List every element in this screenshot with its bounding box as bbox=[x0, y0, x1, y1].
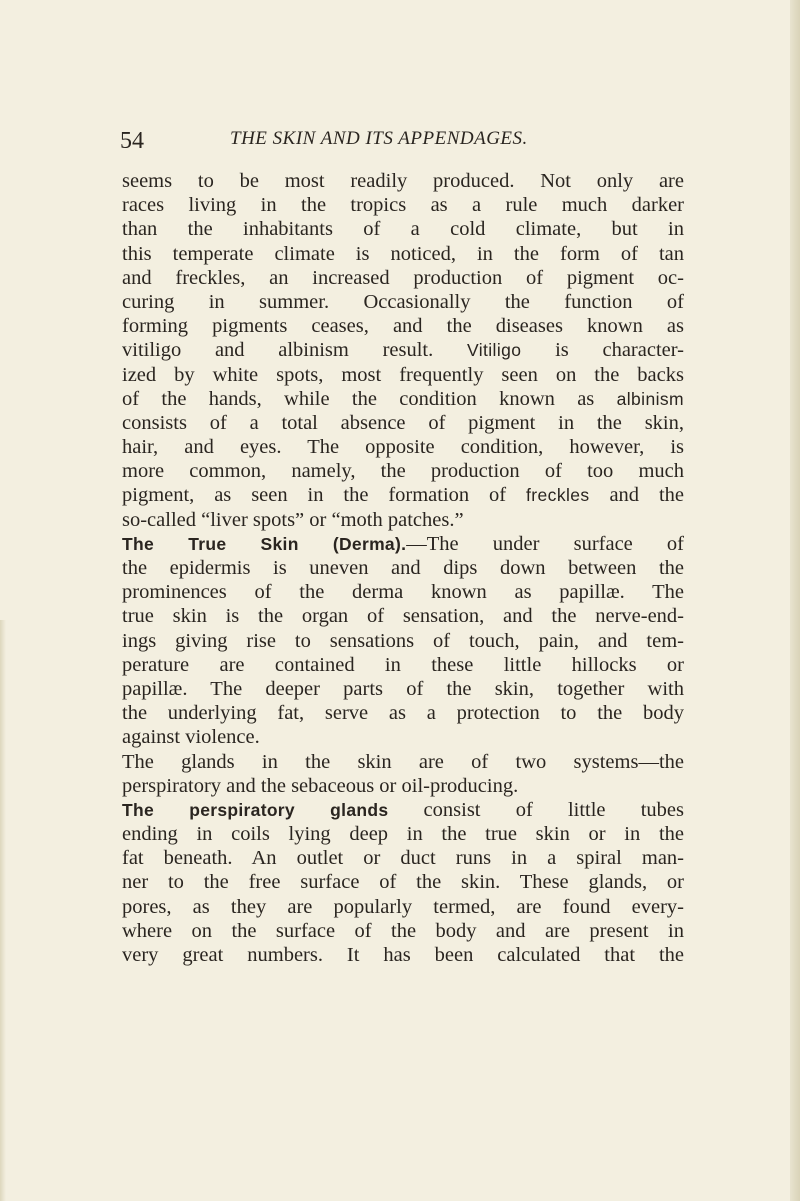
page-number: 54 bbox=[120, 128, 144, 154]
text-line bbox=[122, 338, 684, 362]
text-run: ending in coils lying deep in the true skin or in the bbox=[122, 823, 684, 846]
text-run: this temperate climate is noticed, in the form of tan bbox=[122, 242, 684, 265]
text-run: races living in the tropics as a rule much darker bbox=[122, 194, 684, 217]
text-run: than the inhabitants of a cold climate, but in bbox=[122, 218, 684, 241]
text-line bbox=[122, 435, 684, 459]
text-run: consists of a total absence of pigment in the skin, bbox=[122, 411, 684, 434]
text-line bbox=[122, 822, 684, 846]
text-line bbox=[122, 266, 684, 290]
emphasized-term: The True Skin (Derma). bbox=[122, 533, 407, 554]
text-run: and the bbox=[589, 484, 684, 507]
text-line bbox=[122, 846, 684, 870]
page-header bbox=[120, 128, 700, 158]
text-run: consist of little tubes bbox=[388, 798, 684, 821]
running-title: THE SKIN AND ITS APPENDAGES. bbox=[230, 128, 528, 149]
text-line bbox=[122, 314, 684, 338]
text-line bbox=[122, 774, 684, 798]
text-line bbox=[122, 169, 684, 193]
body-text bbox=[122, 169, 684, 967]
text-line bbox=[122, 193, 684, 217]
text-run: The glands in the skin are of two systems—the bbox=[122, 750, 684, 773]
emphasized-term: freckles bbox=[526, 485, 590, 506]
text-line bbox=[122, 919, 684, 943]
text-run: where on the surface of the body and are present in bbox=[122, 919, 684, 942]
text-line bbox=[122, 701, 684, 725]
text-line bbox=[122, 459, 684, 483]
text-line bbox=[122, 290, 684, 314]
text-line bbox=[122, 556, 684, 580]
text-line bbox=[122, 870, 684, 894]
text-line bbox=[122, 411, 684, 435]
page-edge bbox=[790, 0, 800, 1201]
text-run: perspiratory and the sebaceous or oil-producing. bbox=[122, 774, 519, 797]
text-run: pores, as they are popularly termed, are found every- bbox=[122, 895, 684, 918]
text-run: very great numbers. It has been calculated that the bbox=[122, 944, 684, 966]
text-line bbox=[122, 750, 684, 774]
text-run: curing in summer. Occasionally the function of bbox=[122, 290, 684, 313]
text-run: and freckles, an increased production of pigment oc- bbox=[122, 266, 684, 289]
text-run: papillæ. The deeper parts of the skin, together with bbox=[122, 677, 684, 700]
text-line bbox=[122, 387, 684, 411]
text-run: seems to be most readily produced. Not only are bbox=[122, 170, 684, 192]
text-run: forming pigments ceases, and the diseases known as bbox=[122, 315, 684, 338]
text-line bbox=[122, 508, 684, 532]
text-run: more common, namely, the production of too much bbox=[122, 460, 684, 483]
text-run: against violence. bbox=[122, 726, 260, 749]
emphasized-term: albinism bbox=[616, 388, 684, 409]
text-run: ings giving rise to sensations of touch, pain, and tem- bbox=[122, 629, 684, 652]
text-line bbox=[122, 532, 684, 556]
text-run: —The under surface of bbox=[406, 532, 684, 555]
text-run: pigment, as seen in the formation of bbox=[122, 484, 527, 507]
text-line bbox=[122, 629, 684, 653]
text-line bbox=[122, 798, 684, 822]
text-line bbox=[122, 217, 684, 241]
text-line bbox=[122, 242, 684, 266]
text-line bbox=[122, 580, 684, 604]
text-line bbox=[122, 653, 684, 677]
text-run: ner to the free surface of the skin. These glands, or bbox=[122, 871, 684, 894]
emphasized-term: Vitiligo bbox=[466, 340, 522, 361]
text-line bbox=[122, 483, 684, 507]
text-run: true skin is the organ of sensation, and the nerve-end- bbox=[122, 605, 684, 628]
page-gutter-shadow bbox=[0, 620, 6, 1201]
text-line bbox=[122, 943, 684, 967]
emphasized-term: The perspiratory glands bbox=[122, 799, 389, 820]
text-line bbox=[122, 725, 684, 749]
text-line bbox=[122, 677, 684, 701]
text-run: prominences of the derma known as papillæ. The bbox=[122, 581, 684, 604]
text-run: of the hands, while the condition known as bbox=[122, 387, 617, 410]
text-line bbox=[122, 363, 684, 387]
text-line bbox=[122, 604, 684, 628]
text-run: vitiligo and albinism result. bbox=[122, 339, 467, 362]
text-run: ized by white spots, most frequently seen on the backs bbox=[122, 363, 684, 386]
text-run: the underlying fat, serve as a protection to the body bbox=[122, 702, 684, 725]
text-line bbox=[122, 895, 684, 919]
text-run: perature are contained in these little hillocks or bbox=[122, 653, 684, 676]
text-run: so-called “liver spots” or “moth patches.” bbox=[122, 508, 464, 531]
text-run: the epidermis is uneven and dips down between the bbox=[122, 557, 684, 579]
text-run: hair, and eyes. The opposite condition, however, is bbox=[122, 436, 684, 459]
text-run: fat beneath. An outlet or duct runs in a spiral man- bbox=[122, 847, 684, 870]
text-run: is character- bbox=[521, 339, 684, 362]
